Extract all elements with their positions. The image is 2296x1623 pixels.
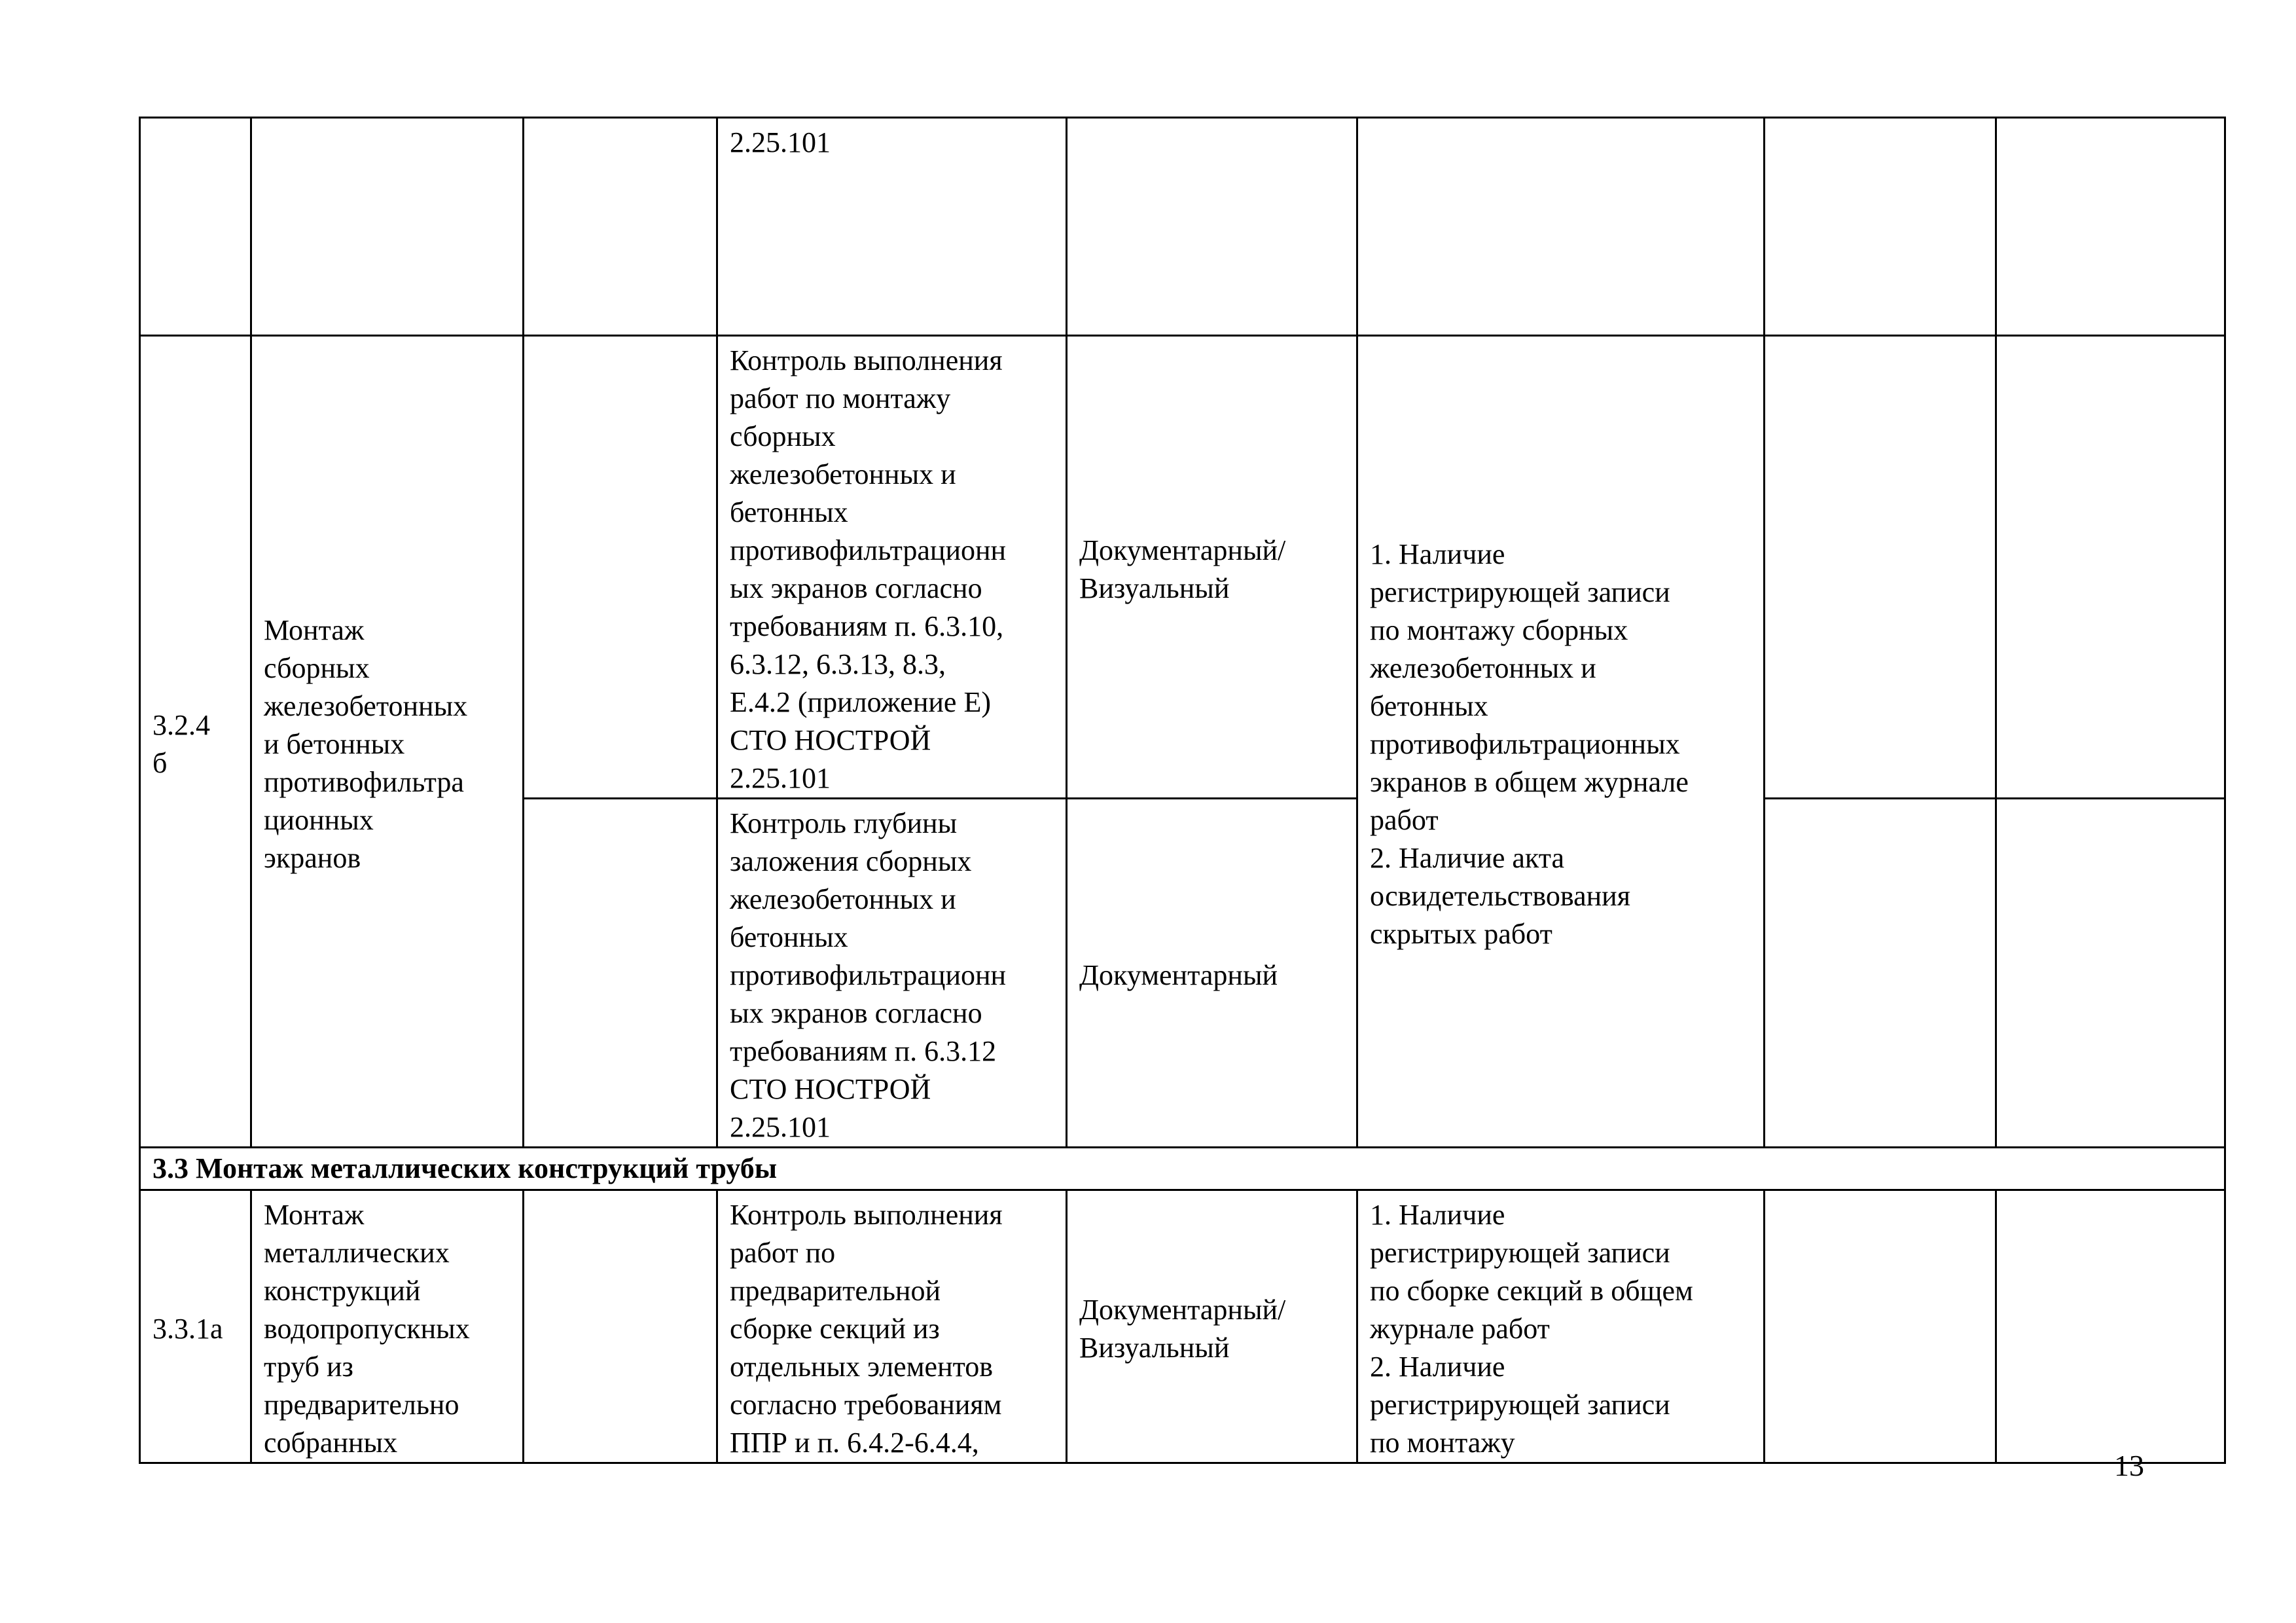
cell-control-description: 2.25.101: [717, 118, 1067, 336]
cell-control-method: Документарный: [1067, 799, 1357, 1148]
cell-documents: [1357, 118, 1765, 336]
cell-number: [140, 118, 251, 336]
cell-control-method: [1067, 118, 1357, 336]
section-header-row: [140, 1148, 2225, 1190]
cell-empty: [1996, 336, 2225, 799]
cell-documents: 1. Наличие регистрирующей записи по монтажу сборных железобетонных и бетонных противофильтрационных экранов в общем журнале работ 2. Наличие акта освидетельствования скрытых работ: [1357, 336, 1765, 1148]
cell-number: 3.2.4 б: [140, 336, 251, 1148]
section-title: 3.3 Монтаж металлических конструкций трубы: [140, 1148, 2225, 1190]
cell-documents: 1. Наличие регистрирующей записи по сборке секций в общем журнале работ 2. Наличие регистрирующей записи по монтажу: [1357, 1190, 1765, 1463]
cell-empty: [524, 799, 717, 1148]
cell-work-name: Монтаж сборных железобетонных и бетонных противофильтра ционных экранов: [251, 336, 524, 1148]
cell-empty: [524, 118, 717, 336]
cell-work-name: Монтаж металлических конструкций водопропускных труб из предварительно собранных: [251, 1190, 524, 1463]
cell-empty: [1996, 118, 2225, 336]
table-row: [140, 1190, 2225, 1463]
cell-empty: [1996, 1190, 2225, 1463]
cell-empty: [524, 1190, 717, 1463]
cell-empty: [1765, 118, 1996, 336]
table-row: [140, 336, 2225, 799]
cell-empty: [1765, 1190, 1996, 1463]
cell-control-description: Контроль глубины заложения сборных железобетонных и бетонных противофильтрационн ых экранов согласно требованиям п. 6.3.12 СТО НОСТРОЙ 2.25.101: [717, 799, 1067, 1148]
inspection-table: [139, 117, 2226, 1464]
cell-control-description: Контроль выполнения работ по предварительной сборке секций из отдельных элементов согласно требованиям ППР и п. 6.4.2-6.4.4,: [717, 1190, 1067, 1463]
cell-empty: [1765, 336, 1996, 799]
cell-number: 3.3.1а: [140, 1190, 251, 1463]
cell-empty: [524, 336, 717, 799]
table-row: [140, 118, 2225, 336]
cell-control-method: Документарный/ Визуальный: [1067, 1190, 1357, 1463]
cell-empty: [1765, 799, 1996, 1148]
cell-empty: [1996, 799, 2225, 1148]
cell-control-description: Контроль выполнения работ по монтажу сборных железобетонных и бетонных противофильтрационн ых экранов согласно требованиям п. 6.3.10, 6.3.12, 6.3.13, 8.3, Е.4.2 (приложение Е) СТО НОСТРОЙ 2.25.101: [717, 336, 1067, 799]
cell-work-name: [251, 118, 524, 336]
page-number: 13: [2114, 1449, 2144, 1482]
cell-control-method: Документарный/ Визуальный: [1067, 336, 1357, 799]
